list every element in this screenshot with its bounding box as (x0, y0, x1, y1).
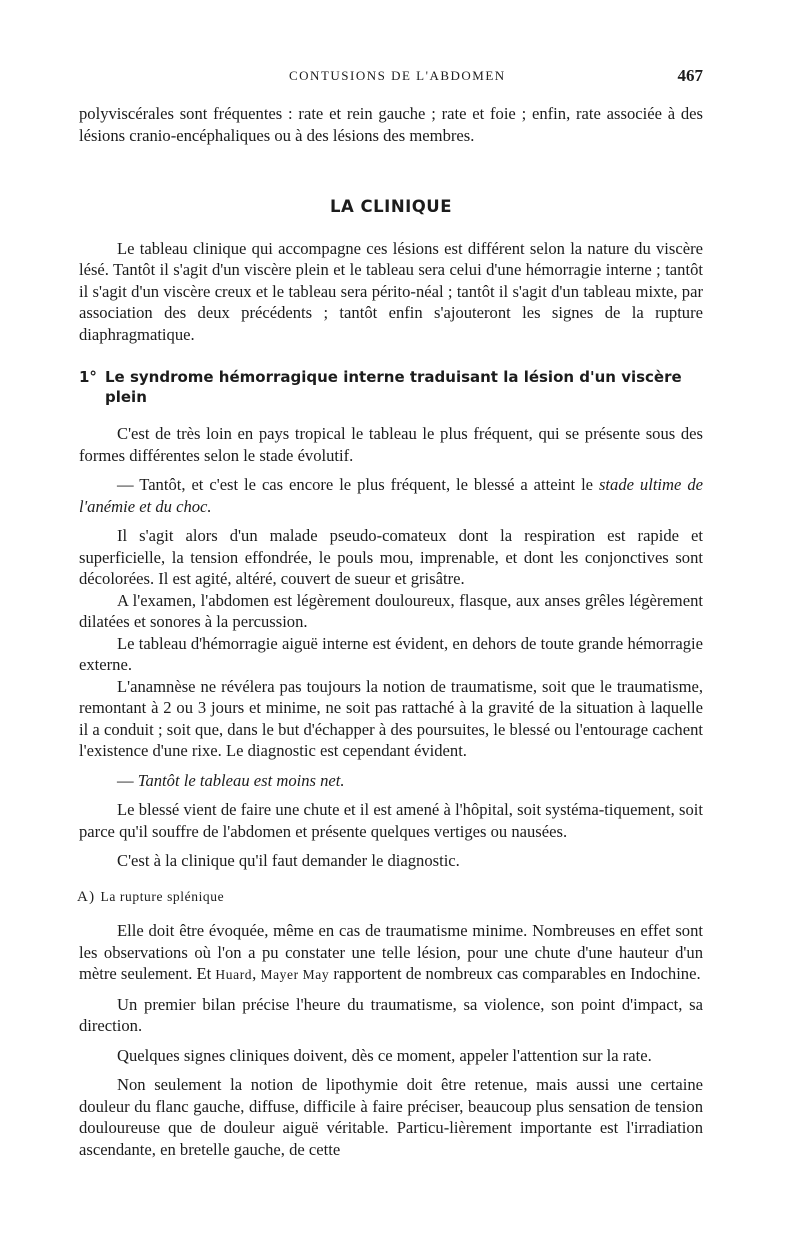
running-title: CONTUSIONS DE L'ABDOMEN (289, 68, 506, 83)
paragraph-clinic: C'est à la clinique qu'il faut demander le diagnostic. (117, 851, 460, 870)
less-clear-italic: Tantôt le tableau est moins net. (137, 770, 345, 790)
author-separator: , (252, 964, 257, 983)
author-mayer-may: Mayer May (260, 967, 330, 982)
evoked-text-end: rapportent de nombreux cas comparables en Indochine. (333, 964, 701, 983)
subsection-title: Le syndrome hémorragique interne traduisant la lésion d'un viscère plein (105, 368, 682, 406)
heading-text: La rupture splénique (100, 888, 225, 904)
paragraph-anamnesis: L'anamnèse ne révélera pas toujours la notion de traumatisme, soit que le traumatisme, remontant à 2 ou 3 jours et minime, ne soit pas rattaché à la gravité de la situation à laquelle il a conduit ; soit que, dans le but d'échapper à des poursuites, le blessé ou l'entourage cachent l'existence d'une rixe. Le diagnostic est cependant évident. (79, 676, 703, 760)
paragraph-assessment: Un premier bilan précise l'heure du traumatisme, sa violence, son point d'impact, sa direction. (79, 994, 703, 1035)
paragraph-continued: polyviscérales sont fréquentes : rate et rein gauche ; rate et foie ; enfin, rate associée à des lésions cranio-encéphaliques ou à des lésions des membres. (79, 104, 703, 145)
paragraph-fall: Le blessé vient de faire une chute et il est amené à l'hôpital, soit systéma-tiquement, soit parce qu'il souffre de l'abdomen et présente quelques vertiges ou nausées. (79, 800, 703, 841)
subsection-number: 1° (79, 368, 97, 386)
paragraph-signs: Quelques signes cliniques doivent, dès ce moment, appeler l'attention sur la rate. (117, 1045, 652, 1065)
paragraph-less-clear (79, 770, 703, 792)
paragraph-lipothymia: Non seulement la notion de lipothymie doit être retenue, mais aussi une certaine douleur du flanc gauche, diffuse, difficile à faire préciser, beaucoup plus sensation de tension douloureuse que de douleur aiguë véritable. Particu-lièrement importante est l'irradiation ascendante, en bretelle gauche, de cette (79, 1075, 703, 1159)
stage-ultimate-italic: stade ultime de l'anémie et du choc. (79, 475, 703, 516)
page-number: 467 (677, 66, 703, 85)
author-huard: Huard (215, 967, 253, 982)
stage-ultimate-text: — Tantôt, et c'est le cas encore le plus fréquent, le blessé a atteint le (117, 475, 594, 494)
heading-letter: A) (77, 888, 96, 905)
paragraph-patient: Il s'agit alors d'un malade pseudo-comateux dont la respiration est rapide et superficielle, la tension effondrée, le pouls mou, imprenable, et dont les conjonctives sont décolorées. Il est agité, altéré, couvert de sueur et grisâtre. (79, 526, 703, 588)
paragraph-stage-ultimate (79, 474, 703, 517)
paragraph-frequency: C'est de très loin en pays tropical le tableau le plus fréquent, qui se présente sous des formes différentes selon le stade évolutif. (79, 424, 703, 465)
running-header (79, 66, 703, 88)
evoked-text: Elle doit être évoquée, même en cas de traumatisme minime. Nombreuses en effet sont les observations où l'on a pu constater une telle lésion, pour une chute d'une hauteur d'un mètre seulement. Et (79, 921, 703, 983)
subsection-heading (79, 367, 703, 407)
page-body (79, 103, 703, 1160)
section-title: LA CLINIQUE (330, 197, 452, 216)
heading-rupture-splenique (77, 886, 703, 909)
paragraph-intro: Le tableau clinique qui accompagne ces lésions est différent selon la nature du viscère lésé. Tantôt il s'agit d'un viscère plein et le tableau sera celui d'une hémorragie interne ; tantôt il s'agit d'un viscère creux et le tableau sera périto-néal ; tantôt il s'agit d'un tableau mixte, par association des deux précédents ; tantôt enfin s'ajouteront les signes de la rupture diaphragmatique. (79, 238, 703, 344)
paragraph-exam: A l'examen, l'abdomen est légèrement douloureux, flasque, aux anses grêles légèrement dilatées et sonores à la percussion. (79, 590, 703, 631)
paragraph-hemorrhage: Le tableau d'hémorragie aiguë interne est évident, en dehors de toute grande hémorragie externe. (79, 633, 703, 674)
less-clear-dash: — (117, 770, 134, 790)
paragraph-evoked (79, 920, 703, 986)
